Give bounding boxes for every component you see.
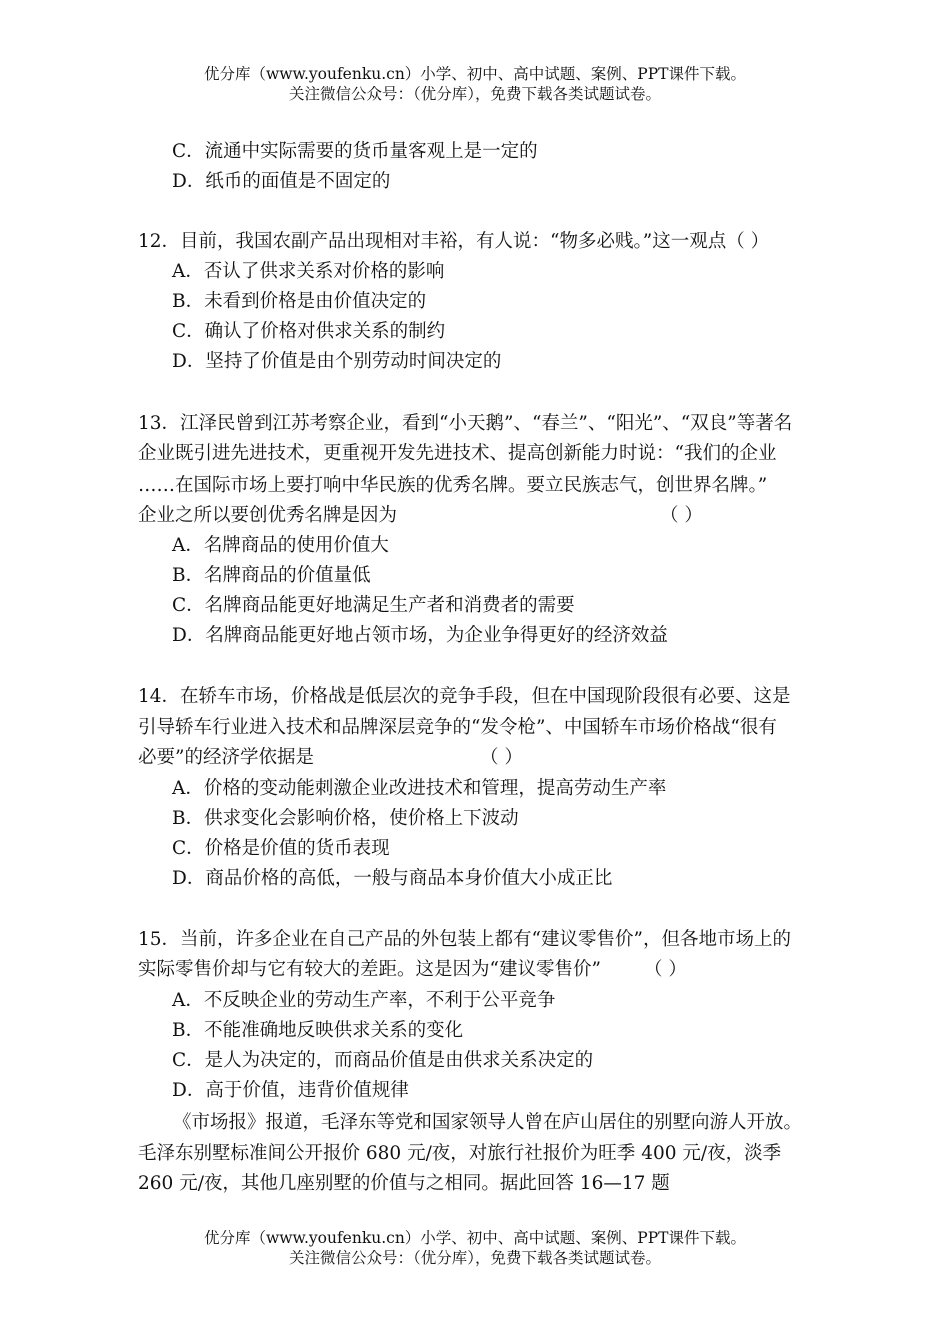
footer-line-1: 优分库（www.youfenku.cn）小学、初中、高中试题、案例、PPT课件下载。 bbox=[203, 1229, 747, 1247]
material-line-3: 260 元/夜，其他几座别墅的价值与之相同。据此回答 16—17 题 bbox=[138, 1173, 670, 1194]
q15-option-d: D．高于价值，违背价值规律 bbox=[172, 1080, 409, 1101]
q15-answer-paren: （ ） bbox=[644, 959, 687, 980]
q14-option-b: B．供求变化会影响价格，使价格上下波动 bbox=[172, 808, 519, 829]
q14-stem-line-2: 引导轿车行业进入技术和品牌深层竞争的“发令枪”、中国轿车市场价格战“很有 bbox=[138, 717, 777, 738]
q13-stem-line-3: ……在国际市场上要打响中华民族的优秀名牌。要立民族志气，创世界名牌。” bbox=[138, 475, 768, 496]
q13-stem-line-2: 企业既引进先进技术，更重视开发先进技术、提高创新能力时说：“我们的企业 bbox=[138, 443, 777, 464]
q13-option-a: A．名牌商品的使用价值大 bbox=[172, 535, 389, 556]
q14-option-d: D．商品价格的高低，一般与商品本身价值大小成正比 bbox=[172, 868, 613, 889]
material-line-2: 毛泽东别墅标准间公开报价 680 元/夜，对旅行社报价为旺季 400 元/夜，淡季 bbox=[138, 1143, 782, 1164]
q15-stem-line-2: 实际零售价却与它有较大的差距。这是因为“建议零售价” bbox=[138, 959, 601, 980]
q14-answer-paren: （ ） bbox=[480, 747, 523, 768]
q14-stem-line-1: 14．在轿车市场，价格战是低层次的竞争手段，但在中国现阶段很有必要、这是 bbox=[138, 686, 791, 707]
q13-answer-paren: （ ） bbox=[660, 505, 703, 526]
q12-option-a: A．否认了供求关系对价格的影响 bbox=[172, 261, 445, 282]
q15-stem-line-1: 15．当前，许多企业在自己产品的外包装上都有“建议零售价”，但各地市场上的 bbox=[138, 929, 791, 950]
q14-stem-line-3: 必要”的经济学依据是 bbox=[138, 747, 314, 768]
q14-option-c: C．价格是价值的货币表现 bbox=[172, 838, 390, 859]
q14-option-a: A．价格的变动能刺激企业改进技术和管理，提高劳动生产率 bbox=[172, 778, 667, 799]
q15-option-a: A．不反映企业的劳动生产率，不利于公平竞争 bbox=[172, 990, 556, 1011]
q13-stem-line-1: 13．江泽民曾到江苏考察企业，看到“小天鹅”、“春兰”、“阳光”、“双良”等著名 bbox=[138, 413, 793, 434]
q12-option-c: C．确认了价格对供求关系的制约 bbox=[172, 321, 446, 342]
q13-stem-line-4: 企业之所以要创优秀名牌是因为 bbox=[138, 505, 398, 526]
q11-option-c: C．流通中实际需要的货币量客观上是一定的 bbox=[172, 141, 538, 162]
page-footer bbox=[0, 1228, 950, 1268]
q12-option-b: B．未看到价格是由价值决定的 bbox=[172, 291, 427, 312]
q12-stem: 12．目前，我国农副产品出现相对丰裕，有人说：“物多必贱。”这一观点（ ） bbox=[138, 231, 770, 252]
q13-option-b: B．名牌商品的价值量低 bbox=[172, 565, 371, 586]
footer-line-2: 关注微信公众号：（优分库），免费下载各类试题试卷。 bbox=[288, 1249, 661, 1267]
page-header bbox=[0, 64, 950, 104]
q15-option-b: B．不能准确地反映供求关系的变化 bbox=[172, 1020, 464, 1041]
header-line-1: 优分库（www.youfenku.cn）小学、初中、高中试题、案例、PPT课件下载。 bbox=[203, 65, 747, 83]
q13-option-d: D．名牌商品能更好地占领市场，为企业争得更好的经济效益 bbox=[172, 625, 668, 646]
q11-option-d: D．纸币的面值是不固定的 bbox=[172, 171, 391, 192]
q13-option-c: C．名牌商品能更好地满足生产者和消费者的需要 bbox=[172, 595, 575, 616]
material-line-1: 《市场报》报道，毛泽东等党和国家领导人曾在庐山居住的别墅向游人开放。 bbox=[173, 1112, 803, 1133]
q12-option-d: D．坚持了价值是由个别劳动时间决定的 bbox=[172, 351, 502, 372]
q15-option-c: C．是人为决定的，而商品价值是由供求关系决定的 bbox=[172, 1050, 594, 1071]
header-line-2: 关注微信公众号：（优分库），免费下载各类试题试卷。 bbox=[288, 85, 661, 103]
